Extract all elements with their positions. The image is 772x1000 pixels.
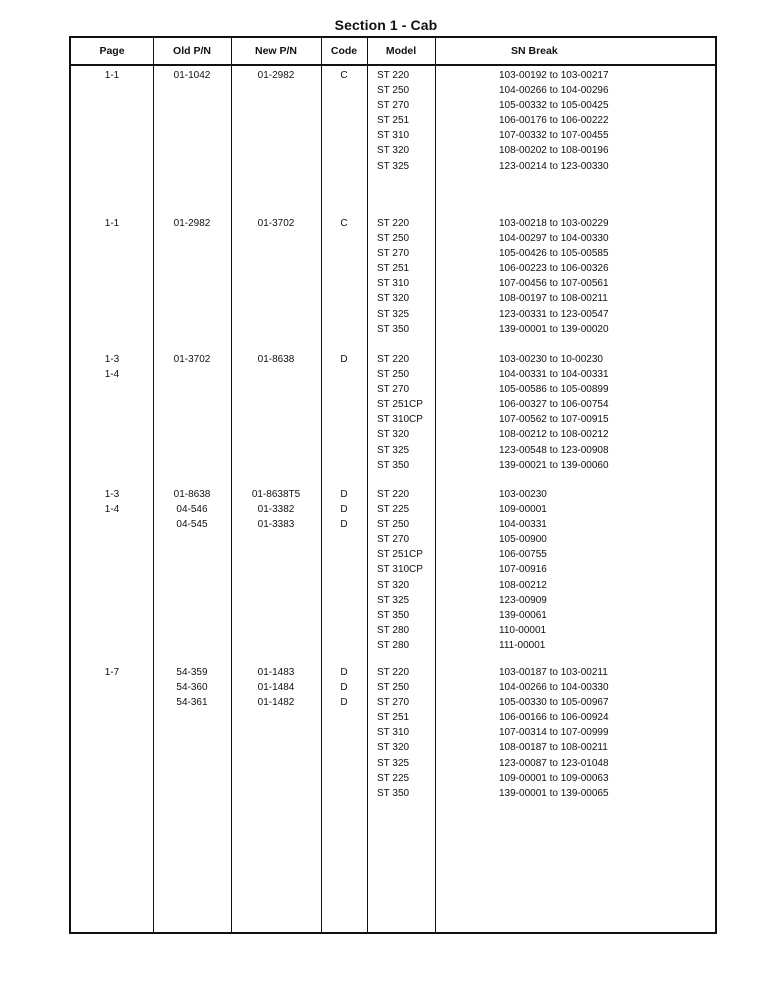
model-cell-line: ST 325 [377, 594, 410, 606]
header-model: Model [385, 45, 417, 57]
sn-break-cell [499, 352, 699, 473]
new-pn-cell-line: 01-3702 [257, 218, 295, 229]
old-pn-cell-line: 01-2982 [173, 218, 211, 229]
code-cell [321, 487, 367, 532]
code-cell [321, 68, 367, 83]
header-code: Code [330, 45, 358, 57]
model-cell [377, 68, 439, 174]
sn-break-cell-line: 105-00586 to 105-00899 [499, 384, 609, 396]
sn-break-cell-line: 139-00001 to 139-00065 [499, 787, 609, 799]
model-cell-line: ST 251CP [377, 549, 423, 561]
header-new-pn: New P/N [254, 45, 297, 57]
header-sn-break: SN Break [511, 45, 558, 57]
old-pn-cell-line: 01-8638 [173, 489, 211, 500]
model-cell-line: ST 325 [377, 757, 410, 769]
sn-break-cell-line: 107-00916 [499, 564, 547, 576]
model-cell-line: ST 270 [377, 384, 410, 396]
header-old-pn: Old P/N [173, 45, 211, 57]
sn-break-cell [499, 216, 699, 337]
section-title: Section 1 - Cab [334, 17, 438, 33]
sn-break-cell-line: 108-00202 to 108-00196 [499, 145, 609, 157]
new-pn-cell-line: 01-1482 [257, 697, 295, 709]
model-cell-line: ST 270 [377, 534, 410, 546]
old-pn-cell-line: 01-1042 [173, 70, 211, 81]
code-cell-line: D [340, 504, 348, 516]
sn-break-cell-line: 105-00900 [499, 534, 547, 546]
code-cell-line: D [340, 489, 348, 500]
model-cell-line: ST 250 [377, 682, 410, 694]
model-cell-line: ST 310 [377, 278, 410, 290]
model-cell-line: ST 350 [377, 459, 410, 471]
model-cell-line: ST 310CP [377, 414, 423, 426]
code-cell-line: C [340, 218, 348, 229]
code-cell [321, 216, 367, 231]
sn-break-cell [499, 487, 699, 653]
model-cell-line: ST 325 [377, 444, 410, 456]
sn-break-cell [499, 665, 699, 801]
sn-break-cell-line: 105-00332 to 105-00425 [499, 100, 609, 112]
sn-break-cell [499, 68, 699, 174]
new-pn-cell [231, 665, 321, 710]
page-cell-line: 1-3 [104, 354, 120, 365]
sn-break-cell-line: 107-00456 to 107-00561 [499, 278, 609, 290]
model-cell-line: ST 310 [377, 727, 410, 739]
sn-break-cell-line: 106-00223 to 106-00326 [499, 263, 609, 275]
model-cell-line: ST 320 [377, 145, 410, 157]
model-cell-line: ST 350 [377, 609, 410, 621]
old-pn-cell [153, 352, 231, 367]
model-cell [377, 216, 439, 337]
old-pn-cell-line: 01-3702 [173, 354, 211, 365]
page-cell [71, 352, 153, 382]
new-pn-cell [231, 216, 321, 231]
sn-break-cell-line: 104-00266 to 104-00330 [499, 682, 609, 694]
model-cell-line: ST 270 [377, 697, 410, 709]
new-pn-cell [231, 352, 321, 367]
code-cell-line: D [340, 354, 348, 365]
model-cell-line: ST 220 [377, 354, 410, 365]
sn-break-cell-line: 104-00331 [499, 519, 547, 531]
sn-break-cell-line: 104-00266 to 104-00296 [499, 85, 609, 97]
sn-break-cell-line: 107-00562 to 107-00915 [499, 414, 609, 426]
page-cell-line: 1-4 [104, 504, 120, 516]
model-cell-line: ST 310CP [377, 564, 423, 576]
page-cell-line: 1-4 [104, 369, 120, 381]
sn-break-cell-line: 104-00297 to 104-00330 [499, 233, 609, 245]
parts-table [69, 36, 717, 934]
code-cell-line: D [340, 667, 348, 678]
sn-break-cell-line: 103-00192 to 103-00217 [499, 70, 609, 81]
sn-break-cell-line: 106-00176 to 106-00222 [499, 115, 609, 127]
code-cell-line: D [340, 697, 348, 709]
page-cell [71, 487, 153, 517]
page-cell [71, 216, 153, 231]
old-pn-cell-line: 04-545 [176, 519, 208, 531]
old-pn-cell [153, 68, 231, 83]
page-cell [71, 68, 153, 83]
model-cell [377, 352, 439, 473]
sn-break-cell-line: 139-00021 to 139-00060 [499, 459, 609, 471]
model-cell-line: ST 250 [377, 519, 410, 531]
model-cell-line: ST 320 [377, 429, 410, 441]
model-cell-line: ST 270 [377, 248, 410, 260]
old-pn-cell [153, 216, 231, 231]
sn-break-cell-line: 105-00426 to 105-00585 [499, 248, 609, 260]
code-cell [321, 352, 367, 367]
sn-break-cell-line: 106-00166 to 106-00924 [499, 712, 609, 724]
code-cell-line: D [340, 519, 348, 531]
code-cell-line: C [340, 70, 348, 81]
sn-break-cell-line: 109-00001 to 109-00063 [499, 772, 609, 784]
new-pn-cell-line: 01-1483 [257, 667, 295, 678]
model-cell-line: ST 350 [377, 787, 410, 799]
sn-break-cell-line: 103-00218 to 103-00229 [499, 218, 609, 229]
model-cell-line: ST 251CP [377, 399, 423, 411]
table-body [71, 66, 715, 932]
old-pn-cell [153, 665, 231, 710]
model-cell-line: ST 250 [377, 369, 410, 381]
model-cell-line: ST 250 [377, 85, 410, 97]
sn-break-cell-line: 110-00001 [499, 624, 547, 636]
header-page: Page [99, 45, 125, 57]
sn-break-cell-line: 123-00331 to 123-00547 [499, 308, 609, 320]
table-header [71, 38, 715, 66]
model-cell-line: ST 350 [377, 323, 410, 335]
sn-break-cell-line: 123-00087 to 123-01048 [499, 757, 609, 769]
sn-break-cell-line: 108-00212 [499, 579, 547, 591]
model-cell-line: ST 251 [377, 263, 410, 275]
new-pn-cell-line: 01-8638T5 [251, 489, 301, 500]
sn-break-cell-line: 106-00327 to 106-00754 [499, 399, 609, 411]
sn-break-cell-line: 111-00001 [499, 639, 546, 651]
code-cell [321, 665, 367, 710]
model-cell-line: ST 251 [377, 115, 410, 127]
sn-break-cell-line: 123-00214 to 123-00330 [499, 160, 609, 172]
sn-break-cell-line: 123-00548 to 123-00908 [499, 444, 609, 456]
model-cell [377, 487, 439, 653]
page-cell-line: 1-1 [104, 218, 120, 229]
sn-break-cell-line: 106-00755 [499, 549, 547, 561]
sn-break-cell-line: 139-00001 to 139-00020 [499, 323, 609, 335]
sn-break-cell-line: 103-00230 to 10-00230 [499, 354, 603, 365]
model-cell-line: ST 325 [377, 308, 410, 320]
old-pn-cell-line: 54-359 [176, 667, 208, 678]
model-cell-line: ST 220 [377, 218, 410, 229]
old-pn-cell-line: 54-360 [176, 682, 208, 694]
sn-break-cell-line: 104-00331 to 104-00331 [499, 369, 609, 381]
code-cell-line: D [340, 682, 348, 694]
old-pn-cell [153, 487, 231, 532]
model-cell-line: ST 320 [377, 579, 410, 591]
page-cell-line: 1-1 [104, 70, 120, 81]
new-pn-cell [231, 487, 321, 532]
new-pn-cell-line: 01-8638 [257, 354, 295, 365]
model-cell-line: ST 251 [377, 712, 410, 724]
model-cell-line: ST 320 [377, 293, 410, 305]
model-cell-line: ST 310 [377, 130, 410, 142]
model-cell-line: ST 320 [377, 742, 410, 754]
new-pn-cell-line: 01-3383 [257, 519, 295, 531]
new-pn-cell-line: 01-3382 [257, 504, 295, 516]
new-pn-cell-line: 01-1484 [257, 682, 295, 694]
model-cell-line: ST 225 [377, 772, 410, 784]
sn-break-cell-line: 139-00061 [499, 609, 547, 621]
page-cell [71, 665, 153, 680]
model-cell-line: ST 225 [377, 504, 410, 516]
sn-break-cell-line: 107-00332 to 107-00455 [499, 130, 609, 142]
sn-break-cell-line: 108-00187 to 108-00211 [499, 742, 608, 754]
new-pn-cell-line: 01-2982 [257, 70, 295, 81]
model-cell-line: ST 220 [377, 70, 410, 81]
sn-break-cell-line: 103-00230 [499, 489, 547, 500]
sn-break-cell-line: 105-00330 to 105-00967 [499, 697, 609, 709]
sn-break-cell-line: 108-00212 to 108-00212 [499, 429, 609, 441]
sn-break-cell-line: 123-00909 [499, 594, 547, 606]
sn-break-cell-line: 109-00001 [499, 504, 547, 516]
model-cell [377, 665, 439, 801]
sn-break-cell-line: 103-00187 to 103-00211 [499, 667, 608, 678]
old-pn-cell-line: 04-546 [176, 504, 208, 516]
page-cell-line: 1-7 [104, 667, 120, 678]
old-pn-cell-line: 54-361 [176, 697, 208, 709]
sn-break-cell-line: 108-00197 to 108-00211 [499, 293, 608, 305]
model-cell-line: ST 220 [377, 667, 410, 678]
model-cell-line: ST 280 [377, 624, 410, 636]
model-cell-line: ST 270 [377, 100, 410, 112]
model-cell-line: ST 250 [377, 233, 410, 245]
model-cell-line: ST 220 [377, 489, 410, 500]
model-cell-line: ST 325 [377, 160, 410, 172]
new-pn-cell [231, 68, 321, 83]
page-cell-line: 1-3 [104, 489, 120, 500]
model-cell-line: ST 280 [377, 639, 410, 651]
sn-break-cell-line: 107-00314 to 107-00999 [499, 727, 609, 739]
